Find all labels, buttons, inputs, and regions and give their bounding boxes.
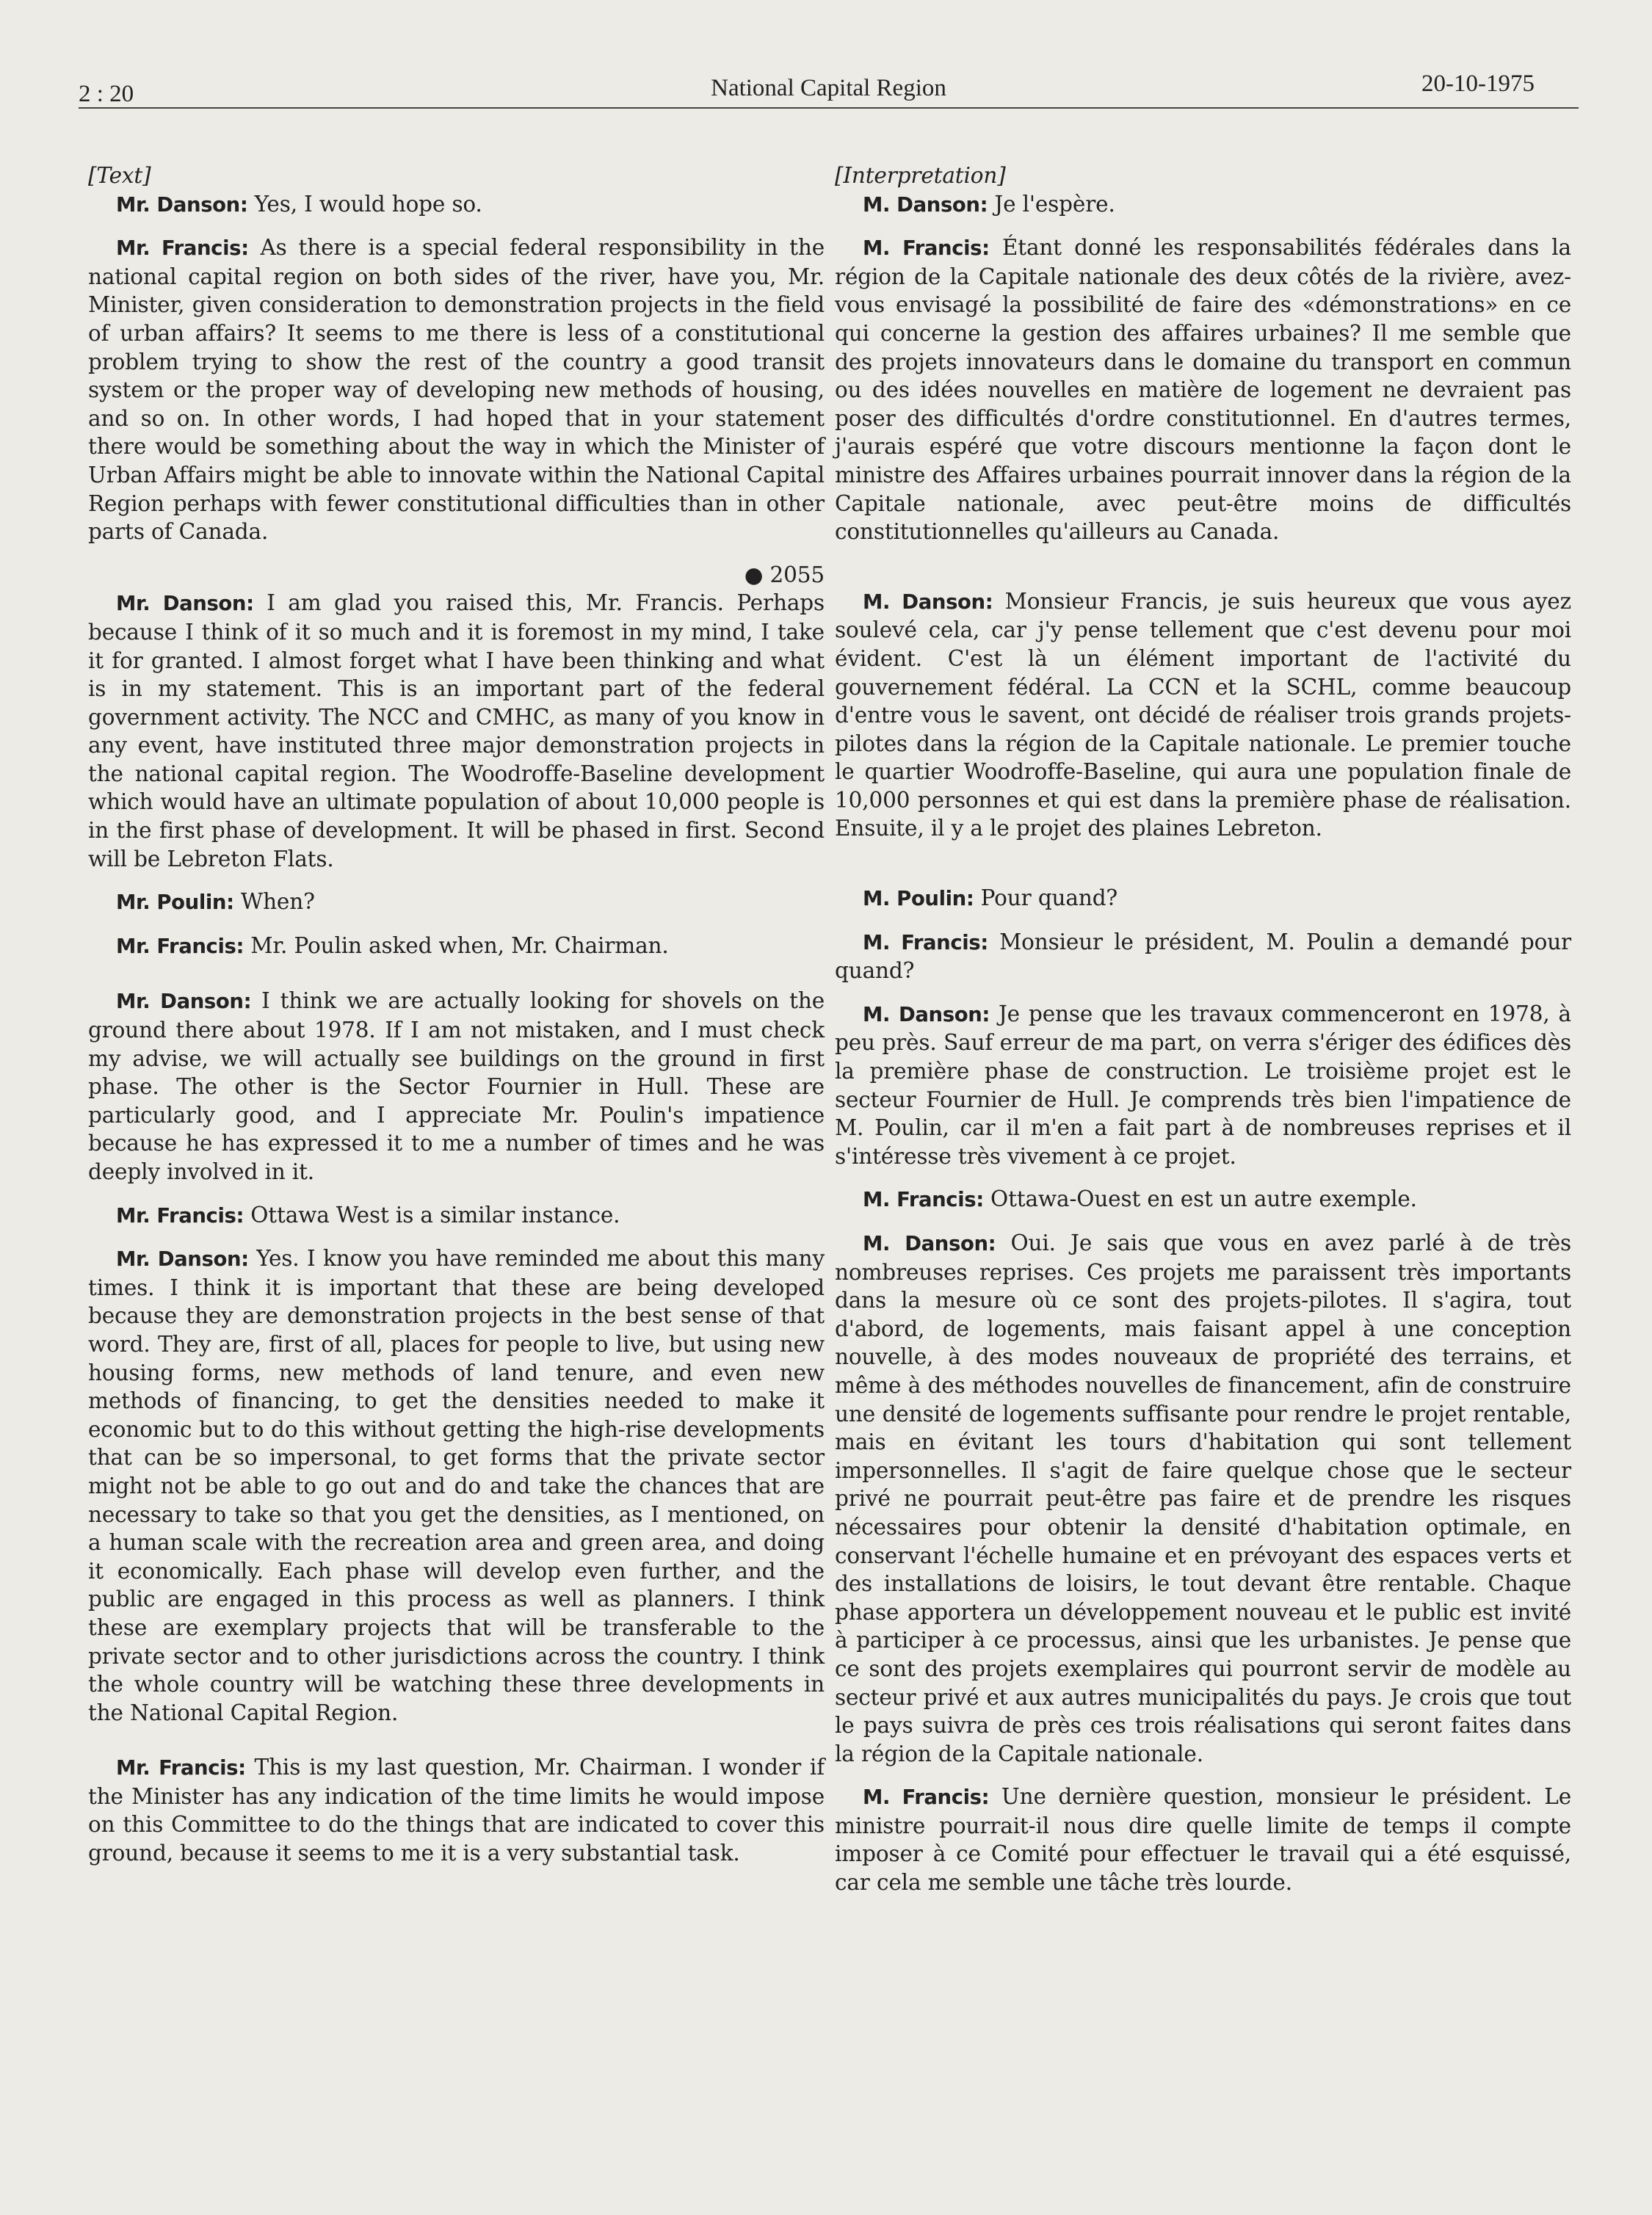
paragraph (88, 987, 825, 1186)
paragraph (835, 233, 1571, 546)
paragraph (835, 190, 1571, 220)
paragraph (88, 190, 825, 220)
speech: Je pense que les travaux commenceront en 1978, à peu près. Sauf erreur de ma part, on verra s'ériger des édifices dès la première phase de construction. Le troisième projet est le secteur Fournier de Hull. Je comprends très bien l'impatience de M. Poulin, car il m'en a fait part à de nombreuses reprises et il s'intéresse très vivement à ce projet. (835, 1001, 1571, 1169)
speech: Ottawa West is a similar instance. (244, 1202, 620, 1228)
column-label: [Interpretation] (835, 163, 1006, 188)
speech: Ottawa-Ouest en est un autre exemple. (983, 1186, 1417, 1212)
paragraph (835, 1783, 1571, 1896)
paragraph (835, 884, 1571, 913)
speech: I think we are actually looking for shovels on the ground there about 1978. If I am not mistaken, and I must check my advise, we will actually see buildings on the ground in first phase. The other is the Sector Fournier in Hull. These are particularly good, and I appreciate Mr. Poulin's impatience because he has expressed it to me a number of times and he was deeply involved in it. (88, 988, 825, 1184)
paragraph (835, 1185, 1571, 1214)
speaker: Mr. Francis: (116, 1203, 244, 1228)
speaker: M. Francis: (863, 1786, 990, 1810)
speech: I am glad you raised this, Mr. Francis. Perhaps because I think of it so much and it is foremost in my mind, I take it for granted. I almost forget what I have been thinking and what is in my statement. This is an important part of the federal government activity. The NCC and CMHC, as many of you know in any event, have instituted three major demonstration projects in the national capital region. The Woodroffe-Baseline development which would have an ultimate population of about 10,000 people is in the first phase of development. It will be phased in first. Second will be Lebreton Flats. (88, 590, 825, 871)
paragraph (835, 1000, 1571, 1171)
page-number: 2 : 20 (79, 81, 134, 107)
paragraph (88, 589, 825, 873)
speaker: M. Francis: (863, 1188, 984, 1212)
paragraph (835, 1229, 1571, 1768)
speaker: M. Francis: (863, 236, 990, 261)
speaker: Mr. Danson: (116, 192, 248, 217)
time-marker: ● 2055 (744, 562, 825, 587)
speaker: Mr. Francis: (116, 1756, 246, 1780)
paragraph (835, 587, 1571, 843)
speech: Mr. Poulin asked when, Mr. Chairman. (244, 932, 669, 958)
speaker: Mr. Francis: (116, 236, 249, 261)
paragraph (88, 233, 825, 546)
speech: Monsieur le président, M. Poulin a demandé pour quand? (835, 929, 1571, 984)
page-title: National Capital Region (711, 75, 946, 101)
english-column (88, 162, 825, 1897)
paragraph (835, 928, 1571, 985)
paragraph (88, 932, 825, 961)
speaker: M. Poulin: (863, 887, 974, 911)
speech: When? (233, 889, 315, 915)
speech: This is my last question, Mr. Chairman. I wonder if the Minister has any indication of the time limits he would impose on this Committee to do the things that are indicated to cover this ground, because it seems to me it is a very substantial task. (88, 1755, 825, 1866)
speech: Oui. Je sais que vous en avez parlé à de très nombreuses reprises. Ces projets me paraissent très importants dans la mesure où ce sont des projets-pilotes. Il s'agira, tout d'abord, de logements, mais faisant appel à une conception nouvelle, à des modes nouveaux de propriété des terrains, et même à des méthodes nouvelles de financement, afin de construire une densité de logements suffisante pour rendre le projet rentable, mais en évitant les tours d'habitation qui sont tellement impersonnelles. Il s'agit de faire quelque chose que le secteur privé ne pourrait peut-être pas faire et de prendre les risques nécessaires pour obtenir la densité d'habitation optimale, en conservant l'échelle humaine et en prévoyant des espaces verts et des installations de loisirs, le tout devant être rentable. Chaque phase apportera un développement nouveau et le public est invité à participer à ce processus, ainsi que les urbanistes. Je pense que ce sont des projets exemplaires qui pourront servir de modèle au secteur privé et aux autres municipalités du pays. Je crois que tout le pays suivra de près ces trois réalisations qui seront faites dans la région de la Capitale nationale. (835, 1230, 1571, 1766)
speech: As there is a special federal responsibility in the national capital region on both sides of the river, have you, Mr. Minister, given consideration to demonstration projects in the field of urban affairs? It seems to me there is less of a constitutional problem trying to show the rest of the country a good transit system or the proper way of developing new methods of housing, and so on. In other words, I had hoped that in your statement there would be something about the way in which the Minister of Urban Affairs might be able to innovate within the National Capital Region perhaps with fewer constitutional difficulties than in other parts of Canada. (88, 235, 825, 545)
speaker: Mr. Francis: (116, 934, 244, 958)
french-column (835, 162, 1571, 1897)
speaker: M. Francis: (863, 930, 988, 954)
speaker: Mr. Poulin: (116, 891, 234, 915)
speech: Monsieur Francis, je suis heureux que vous ayez soulevé cela, car j'y pense tellement que c'est devenu pour moi évident. C'est là un élément important de l'activité du gouvernement fédéral. La CCN et la SCHL, comme beaucoup d'entre vous le savent, ont décidé de réaliser trois grands projets-pilotes dans la région de la Capitale nationale. Le premier touche le quartier Woodroffe-Baseline, qui aura une population finale de 10,000 personnes et qui est dans la première phase de réalisation. Ensuite, il y a le projet des plaines Lebreton. (835, 588, 1571, 841)
speaker: M. Danson: (863, 1232, 996, 1255)
speaker: M. Danson: (863, 590, 993, 614)
speaker: M. Danson: (863, 192, 988, 217)
paragraph (88, 1753, 825, 1867)
paragraph (88, 1201, 825, 1230)
paragraph (88, 888, 825, 917)
speech: Yes. I know you have reminded me about this many times. I think it is important that these are being developed because they are demonstration projects in the best sense of that word. They are, first of all, places for people to live, but using new housing forms, new methods of land tenure, and even new methods of financing, to get the densities needed to make it economic but to do this without getting the high-rise developments that can be so impersonal, to get forms that the private sector might not be able to go out and do and take the chances that are necessary to take so that you get the densities, as I mentioned, on a human scale with the recreation area and green area, and doing it economically. Each phase will develop even further, and the public are engaged in this process as well as planners. I think these are exemplary projects that will be transferable to the private sector and to other jurisdictions across the country. I think the whole country will be watching these three developments in the National Capital Region. (88, 1246, 825, 1725)
speaker: Mr. Danson: (116, 990, 252, 1014)
speaker: Mr. Danson: (116, 1247, 249, 1272)
speech: Je l'espère. (988, 191, 1115, 217)
speech: Étant donné les responsabilités fédérales dans la région de la Capitale nationale des deux côtés de la rivière, avez-vous envisagé la possibilité de faire des «démonstrations» en ce qui concerne la gestion des affaires urbaines? Il me semble que des projets innovateurs dans le domaine du transport en commun ou des idées nouvelles en matière de logement ne devraient pas poser des difficultés d'ordre constitutionnel. En d'autres termes, j'aurais espéré que votre discours mentionne la façon dont le ministre des Affaires urbaines pourrait innover dans la région de la Capitale nationale, avec peut-être moins de difficultés constitutionnelles qu'ailleurs au Canada. (835, 235, 1571, 545)
speech: Une dernière question, monsieur le président. Le ministre pourrait-il nous dire quelle limite de temps il compte imposer à ce Comité pour effectuer le travail qui a été esquissé, car cela me semble une tâche très lourde. (835, 1784, 1571, 1896)
paragraph (88, 1244, 825, 1727)
speech: Yes, I would hope so. (247, 191, 482, 217)
speech: Pour quand? (974, 885, 1118, 911)
two-column-body (88, 162, 1571, 1897)
page-header (79, 70, 1579, 109)
page-date: 20-10-1975 (1421, 70, 1535, 97)
speaker: Mr. Danson: (116, 592, 254, 616)
column-label: [Text] (88, 163, 151, 188)
speaker: M. Danson: (863, 1002, 990, 1026)
